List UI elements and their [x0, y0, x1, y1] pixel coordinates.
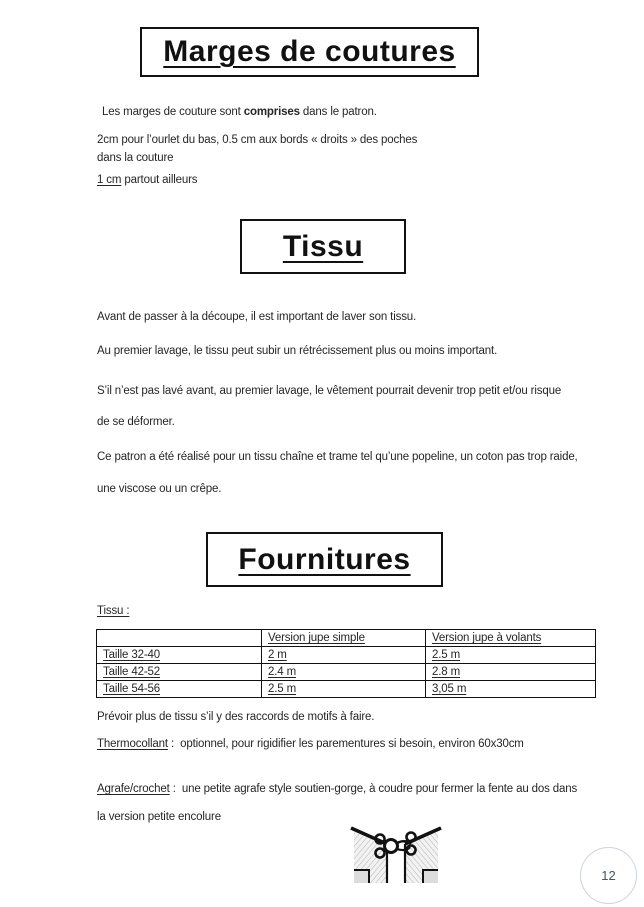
table-header-simple: Version jupe simple [262, 630, 426, 647]
page-number-badge [580, 847, 637, 904]
prevoir-note: Prévoir plus de tissu s’il y des raccords de motifs à faire. [97, 711, 375, 723]
table-cell-size: Taille 32-40 [97, 647, 262, 664]
agrafe-note-line2: la version petite encolure [97, 811, 221, 823]
tissu-paragraph-4a: Ce patron a été réalisé pour un tissu chaîne et trame tel qu’une popeline, un coton pas trop raide, [97, 451, 578, 463]
table-header-empty [97, 630, 262, 647]
hook-and-eye-illustration [350, 826, 442, 884]
agrafe-text: : une petite agrafe style soutien-gorge, à coudre pour fermer la fente au dos dans [169, 783, 578, 795]
tissu-paragraph-3a: S’il n’est pas lavé avant, au premier lavage, le vêtement pourrait devenir trop petit et/ou risque [97, 385, 562, 397]
section-title-tissu-label: Tissu [282, 229, 364, 263]
thermocollant-note [97, 738, 524, 750]
section-title-marges [140, 27, 479, 77]
thermocollant-text: : optionnel, pour rigidifier les parementures si besoin, environ 60x30cm [167, 738, 524, 750]
table-header-row [97, 630, 596, 647]
fabric-quantity-table [96, 629, 596, 698]
thermocollant-label: Thermocollant [97, 738, 168, 750]
page-number: 12 [601, 868, 616, 883]
table-cell-simple: 2.5 m [262, 681, 426, 698]
marges-paragraph-3 [97, 174, 197, 186]
table-cell-volants: 3,05 m [426, 681, 596, 698]
table-header-volants: Version jupe à volants [426, 630, 596, 647]
marges-p1-end: dans le patron. [299, 106, 377, 118]
table-cell-volants: 2.8 m [426, 664, 596, 681]
section-title-fournitures [206, 532, 443, 587]
table-cell-size: Taille 42-52 [97, 664, 262, 681]
agrafe-note [97, 783, 577, 795]
section-title-marges-label: Marges de coutures [163, 35, 456, 68]
tissu-paragraph-3b: de se déformer. [97, 416, 175, 428]
marges-paragraph-1 [102, 106, 377, 118]
tissu-table-label: Tissu : [97, 605, 130, 617]
table-row [97, 647, 596, 664]
table-row [97, 664, 596, 681]
tissu-paragraph-4b: une viscose ou un crêpe. [97, 483, 222, 495]
table-cell-volants: 2.5 m [426, 647, 596, 664]
table-cell-simple: 2.4 m [262, 664, 426, 681]
marges-p3-rest: partout ailleurs [121, 174, 198, 186]
tissu-paragraph-2: Au premier lavage, le tissu peut subir un rétrécissement plus ou moins important. [97, 345, 498, 357]
section-title-tissu [240, 219, 406, 274]
agrafe-label: Agrafe/crochet [97, 783, 170, 795]
marges-paragraph-2a: 2cm pour l’ourlet du bas, 0.5 cm aux bords « droits » des poches [97, 134, 418, 146]
tissu-paragraph-1: Avant de passer à la découpe, il est important de laver son tissu. [97, 311, 417, 323]
marges-p3-underlined: 1 cm [97, 174, 122, 186]
marges-p1-text: Les marges de couture sont [102, 106, 244, 118]
table-row [97, 681, 596, 698]
marges-paragraph-2b: dans la couture [97, 152, 174, 164]
marges-p1-bold: comprises [243, 106, 300, 118]
section-title-fournitures-label: Fournitures [238, 542, 411, 576]
table-cell-simple: 2 m [262, 647, 426, 664]
table-cell-size: Taille 54-56 [97, 681, 262, 698]
